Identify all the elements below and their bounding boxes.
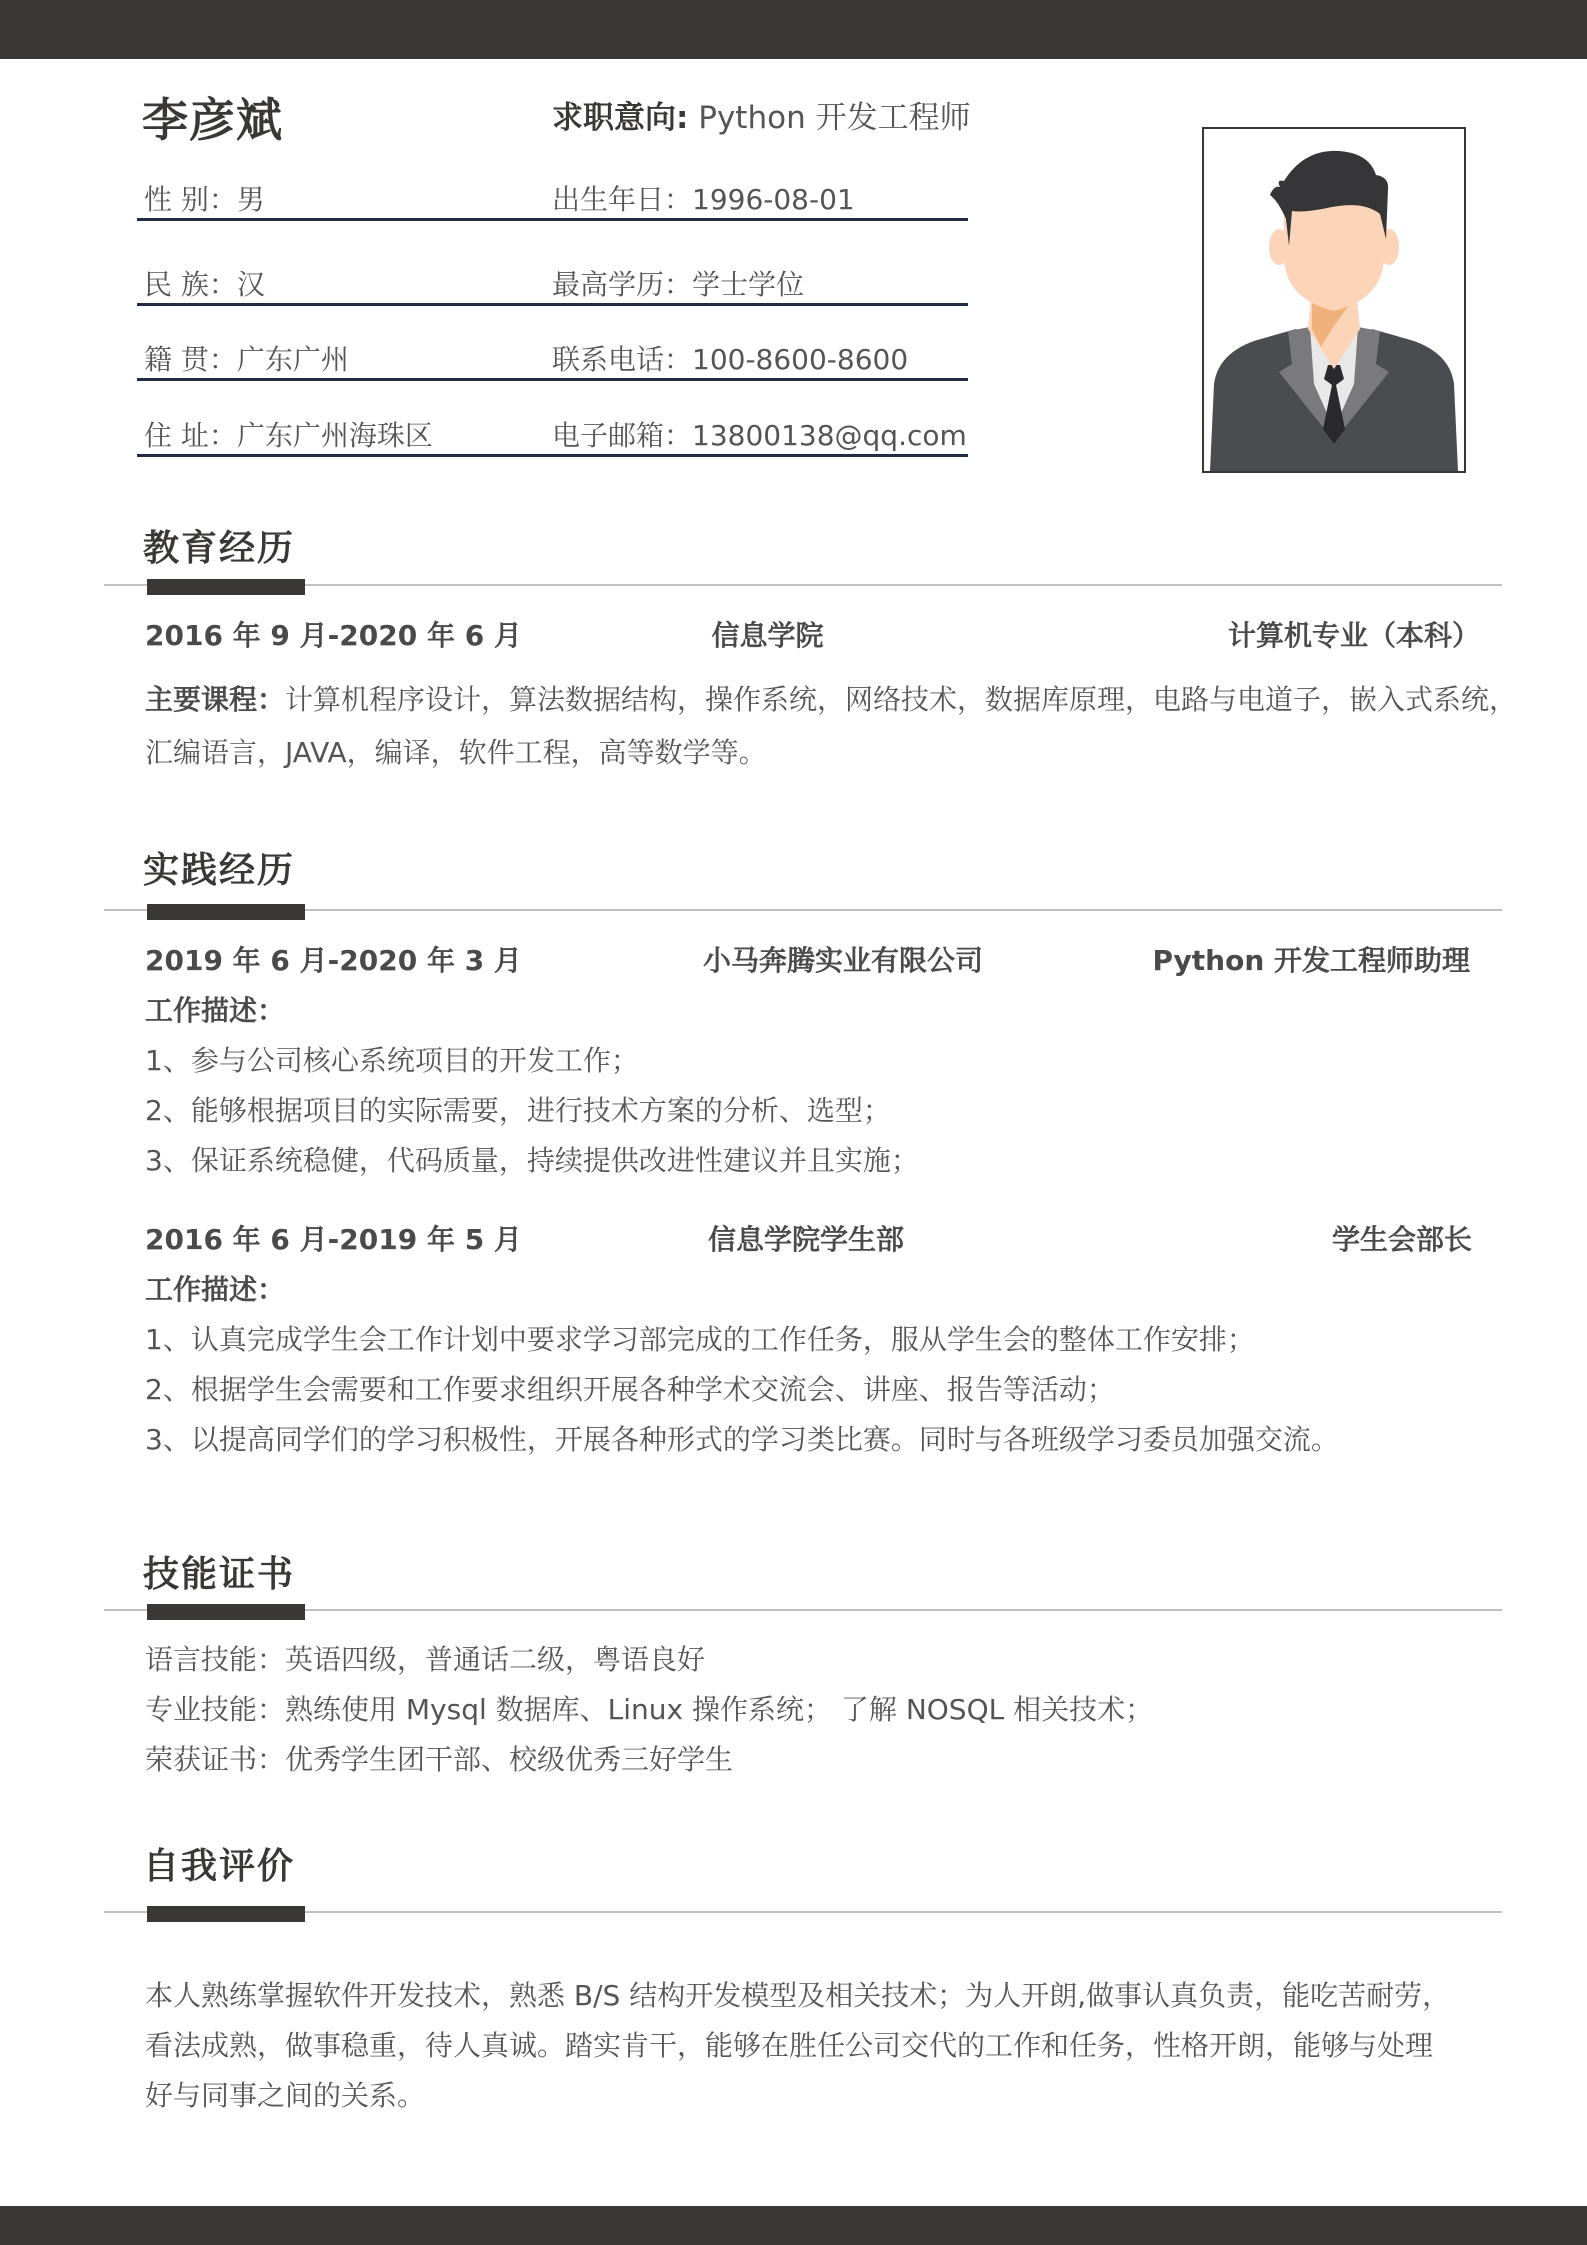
section-title-practice: 实践经历 (143, 850, 296, 891)
section-divider (104, 1911, 1502, 1913)
practice-period: 2016 年 6 月-2019 年 5 月 (145, 1223, 522, 1256)
section-title-education: 教育经历 (143, 528, 296, 569)
education-courses (145, 678, 1517, 718)
self-eval-line: 本人熟练掌握软件开发技术，熟悉 B/S 结构开发模型及相关技术；为人开朗,做事认真负责，能吃苦耐劳， (145, 1979, 1451, 2012)
skill-professional: 专业技能：熟练使用 Mysql 数据库、Linux 操作系统； 了解 NOSQL 相关技术； (145, 1693, 1154, 1726)
practice-org: 小马奔腾实业有限公司 (703, 944, 984, 977)
work-desc-label: 工作描述： (145, 1273, 286, 1306)
self-eval-line: 好与同事之间的关系。 (145, 2079, 426, 2112)
work-item: 1、认真完成学生会工作计划中要求学习部完成的工作任务，服从学生会的整体工作安排； (145, 1323, 1255, 1356)
education-school: 信息学院 (711, 619, 824, 652)
self-eval-line: 看法成熟，做事稳重，待人真诚。踏实肯干，能够在胜任公司交代的工作和任务，性格开朗，能够与处理 (145, 2029, 1434, 2062)
job-intent-label: 求职意向: (552, 100, 689, 136)
work-item: 2、能够根据项目的实际需要，进行技术方案的分析、选型； (145, 1094, 891, 1127)
bottom-banner (0, 2206, 1587, 2245)
info-row (137, 338, 968, 381)
top-banner (0, 0, 1587, 59)
section-divider (104, 909, 1502, 911)
section-divider (104, 1609, 1502, 1611)
education-courses-cont: 汇编语言，JAVA，编译，软件工程，高等数学等。 (145, 736, 767, 769)
section-accent-bar (147, 1604, 305, 1620)
work-item: 1、参与公司核心系统项目的开发工作； (145, 1044, 639, 1077)
info-row (137, 414, 968, 457)
work-item: 3、保证系统稳健，代码质量，持续提供改进性建议并且实施； (145, 1144, 919, 1177)
skill-awards: 荣获证书：优秀学生团干部、校级优秀三好学生 (145, 1743, 734, 1776)
info-gender: 性 别：男 (144, 183, 265, 216)
education-major: 计算机专业（本科） (1227, 619, 1480, 652)
info-email: 电子邮箱：13800138@qq.com (552, 419, 967, 452)
practice-role: Python 开发工程师助理 (1152, 944, 1470, 977)
section-accent-bar (147, 579, 305, 595)
courses-text: 计算机程序设计，算法数据结构，操作系统，网络技术，数据库原理，电路与电道子，嵌入式系统， (285, 683, 1518, 716)
practice-role: 学生会部长 (1331, 1223, 1472, 1256)
practice-org: 信息学院学生部 (708, 1223, 905, 1256)
job-intent-value: Python 开发工程师 (688, 100, 971, 136)
info-birthdate: 出生年日：1996-08-01 (552, 183, 855, 216)
avatar-businessman-icon (1204, 129, 1464, 471)
practice-period: 2019 年 6 月-2020 年 3 月 (145, 944, 522, 977)
info-education-level: 最高学历：学士学位 (552, 268, 805, 301)
practice-entry-header (145, 1218, 1480, 1258)
info-phone: 联系电话：100-8600-8600 (552, 343, 909, 376)
job-intent (552, 92, 971, 137)
section-title-self-eval: 自我评价 (143, 1846, 296, 1887)
work-item: 2、根据学生会需要和工作要求组织开展各种学术交流会、讲座、报告等活动； (145, 1373, 1115, 1406)
info-row (137, 178, 968, 221)
info-address: 住 址：广东广州海珠区 (144, 419, 433, 452)
section-accent-bar (147, 904, 305, 920)
work-item: 3、以提高同学们的学习积极性，开展各种形式的学习类比赛。同时与各班级学习委员加强交流。 (145, 1423, 1339, 1456)
education-period: 2016 年 9 月-2020 年 6 月 (145, 619, 522, 652)
section-accent-bar (147, 1906, 305, 1922)
info-hometown: 籍 贯：广东广州 (144, 343, 349, 376)
skill-language: 语言技能：英语四级，普通话二级，粤语良好 (145, 1643, 706, 1676)
candidate-name: 李彦斌 (142, 93, 283, 147)
work-desc-label: 工作描述： (145, 994, 286, 1027)
practice-entry-header (145, 939, 1480, 979)
education-entry-header (145, 614, 1480, 654)
profile-photo (1202, 127, 1466, 473)
courses-label: 主要课程： (145, 683, 286, 716)
section-title-skills: 技能证书 (143, 1554, 296, 1595)
section-divider (104, 584, 1502, 586)
info-row (137, 263, 968, 306)
info-ethnicity: 民 族：汉 (144, 268, 265, 301)
